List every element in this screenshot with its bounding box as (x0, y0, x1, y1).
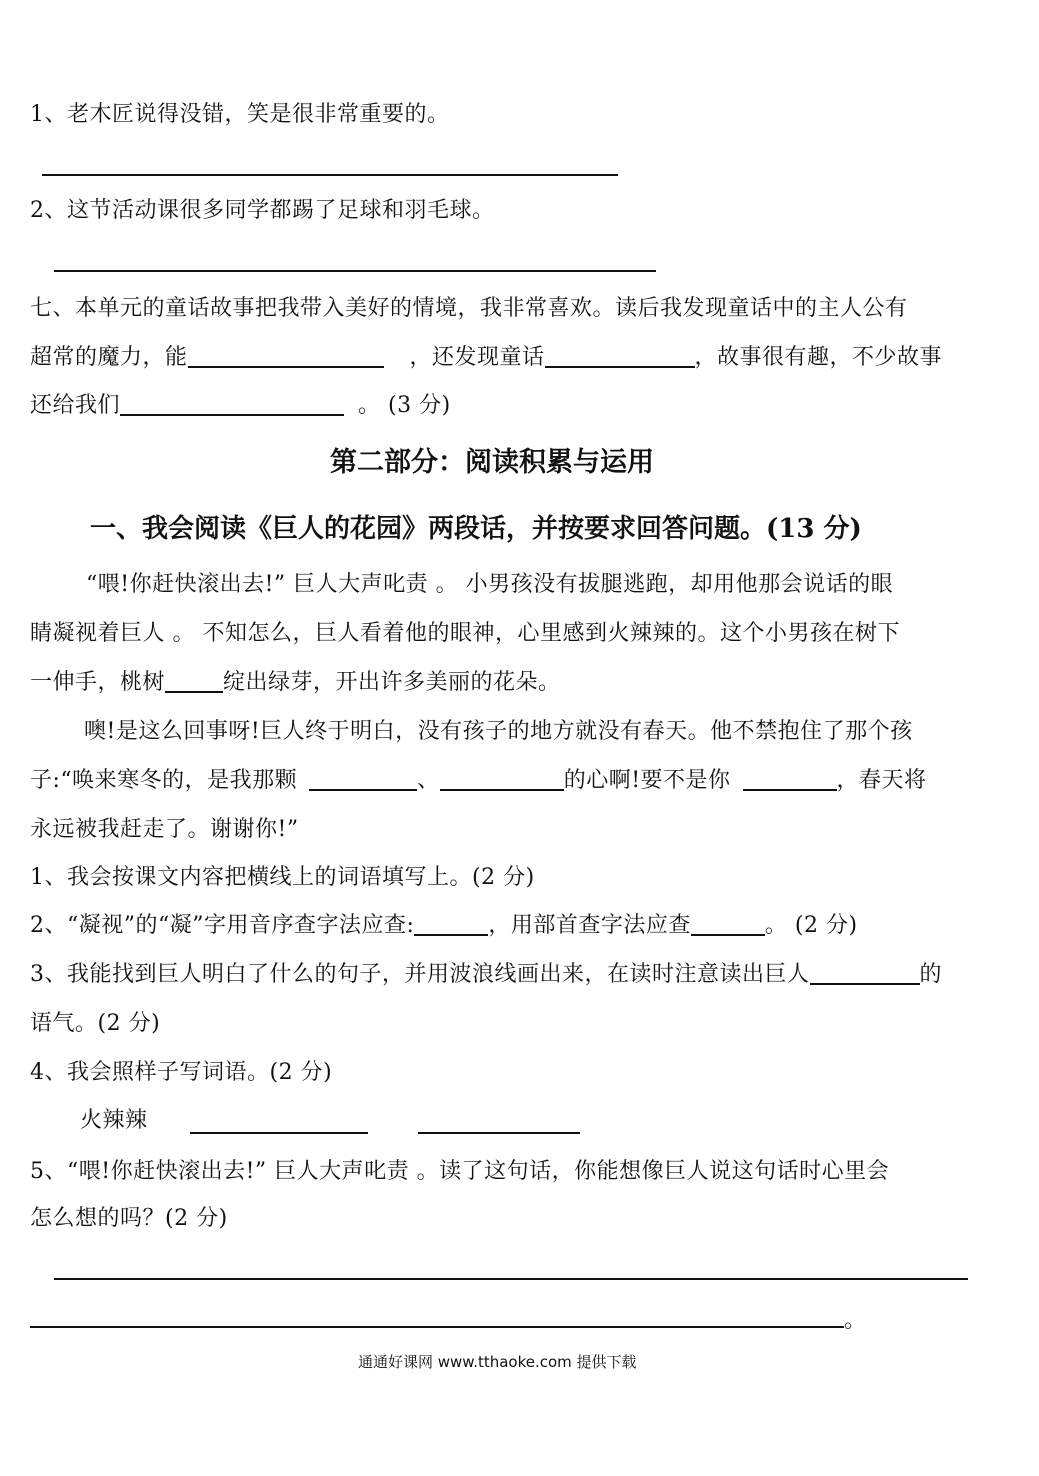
q7-text-d: 还给我们 (30, 393, 121, 418)
s5-answer-line-2[interactable] (30, 1326, 844, 1328)
sub-question-5-line-1: 5、“喂!你赶快滚出去!” 巨人大声叱责 。读了这句话，你能想像巨人说这句话时心里会 (30, 1159, 890, 1184)
sub-question-3-line-2: 语气。(2 分) (30, 1011, 161, 1036)
p2-text-b: 、 (417, 768, 440, 793)
s5-end-mark: 。 (844, 1308, 867, 1333)
passage-p2-line-2 (30, 766, 927, 796)
passage-p1-line-2: 睛凝视着巨人 。 不知怎么，巨人看着他的眼神，心里感到火辣辣的。这个小男孩在树下 (30, 621, 900, 646)
q7-blank-3[interactable] (120, 392, 344, 416)
p2-text-a: 子:“唤来寒冬的，是我那颗 (30, 768, 298, 793)
sub-question-5-line-2: 怎么想的吗？(2 分) (30, 1206, 228, 1231)
p2-blank-1[interactable] (309, 767, 417, 791)
s2-blank-2[interactable] (691, 912, 765, 936)
s4-answer-line-1[interactable] (190, 1132, 368, 1134)
question-7-line-2 (30, 343, 942, 373)
answer-line-2[interactable] (54, 270, 656, 272)
p1-blank-1[interactable] (165, 669, 223, 693)
passage-p1-line-3 (30, 668, 561, 698)
q7-text-b: ，还发现童话 (409, 345, 545, 370)
sub-question-3-line-1 (30, 960, 942, 990)
s3-text-a: 3、我能找到巨人明白了什么的句子，并用波浪线画出来，在读时注意读出巨人 (30, 962, 810, 987)
passage-p2-line-1: 噢!是这么回事呀!巨人终于明白，没有孩子的地方就没有春天。他不禁抱住了那个孩 (84, 719, 913, 744)
q7-text-a: 超常的魔力，能 (30, 345, 188, 370)
s5-answer-line-1[interactable] (54, 1278, 968, 1280)
question-7-line-1: 七、本单元的童话故事把我带入美好的情境，我非常喜欢。读后我发现童话中的主人公有 (30, 296, 908, 321)
p2-text-d: ，春天将 (836, 768, 927, 793)
sub-question-4: 4、我会照样子写词语。(2 分) (30, 1060, 333, 1085)
answer-line-1[interactable] (42, 174, 618, 176)
q7-text-e: 。 (3 分) (358, 393, 451, 418)
s2-text-b: ，用部首查字法应查 (488, 913, 691, 938)
p2-text-c: 的心啊!要不是你 (563, 768, 731, 793)
s2-text-c: 。 (2 分) (764, 913, 858, 938)
passage-p1-line-1: “喂!你赶快滚出去!” 巨人大声叱责 。 小男孩没有拔腿逃跑，却用他那会说话的眼 (86, 572, 894, 597)
s4-answer-line-2[interactable] (418, 1132, 580, 1134)
question-2-text: 2、这节活动课很多同学都踢了足球和羽毛球。 (30, 198, 495, 223)
s3-text-b: 的 (919, 962, 943, 987)
q7-blank-1[interactable] (188, 344, 384, 368)
part-2-title: 第二部分：阅读积累与运用 (330, 447, 654, 478)
section-1-title: 一、我会阅读《巨人的花园》两段话，并按要求回答问题。(13 分) (90, 514, 862, 544)
page-footer: 通通好课网 www.tthaoke.com 提供下载 (358, 1353, 637, 1371)
p2-blank-3[interactable] (743, 767, 837, 791)
s2-blank-1[interactable] (414, 912, 488, 936)
sub-question-4-example: 火辣辣 (80, 1108, 148, 1133)
p1-text-a: 一伸手，桃树 (30, 670, 166, 695)
s2-text-a: 2、“凝视”的“凝”字用音序查字法应查: (30, 913, 415, 938)
passage-p2-line-3: 永远被我赶走了。谢谢你!” (30, 817, 299, 842)
q7-text-c: ，故事很有趣，不少故事 (694, 345, 943, 370)
s3-blank-1[interactable] (810, 961, 920, 985)
question-1-text: 1、老木匠说得没错，笑是很非常重要的。 (30, 102, 450, 127)
sub-question-1: 1、我会按课文内容把横线上的词语填写上。(2 分) (30, 865, 535, 890)
p1-text-b: 绽出绿芽，开出许多美丽的花朵。 (223, 670, 561, 695)
question-7-line-3 (30, 391, 451, 421)
p2-blank-2[interactable] (440, 767, 564, 791)
sub-question-2 (30, 911, 858, 941)
q7-blank-2[interactable] (545, 344, 695, 368)
